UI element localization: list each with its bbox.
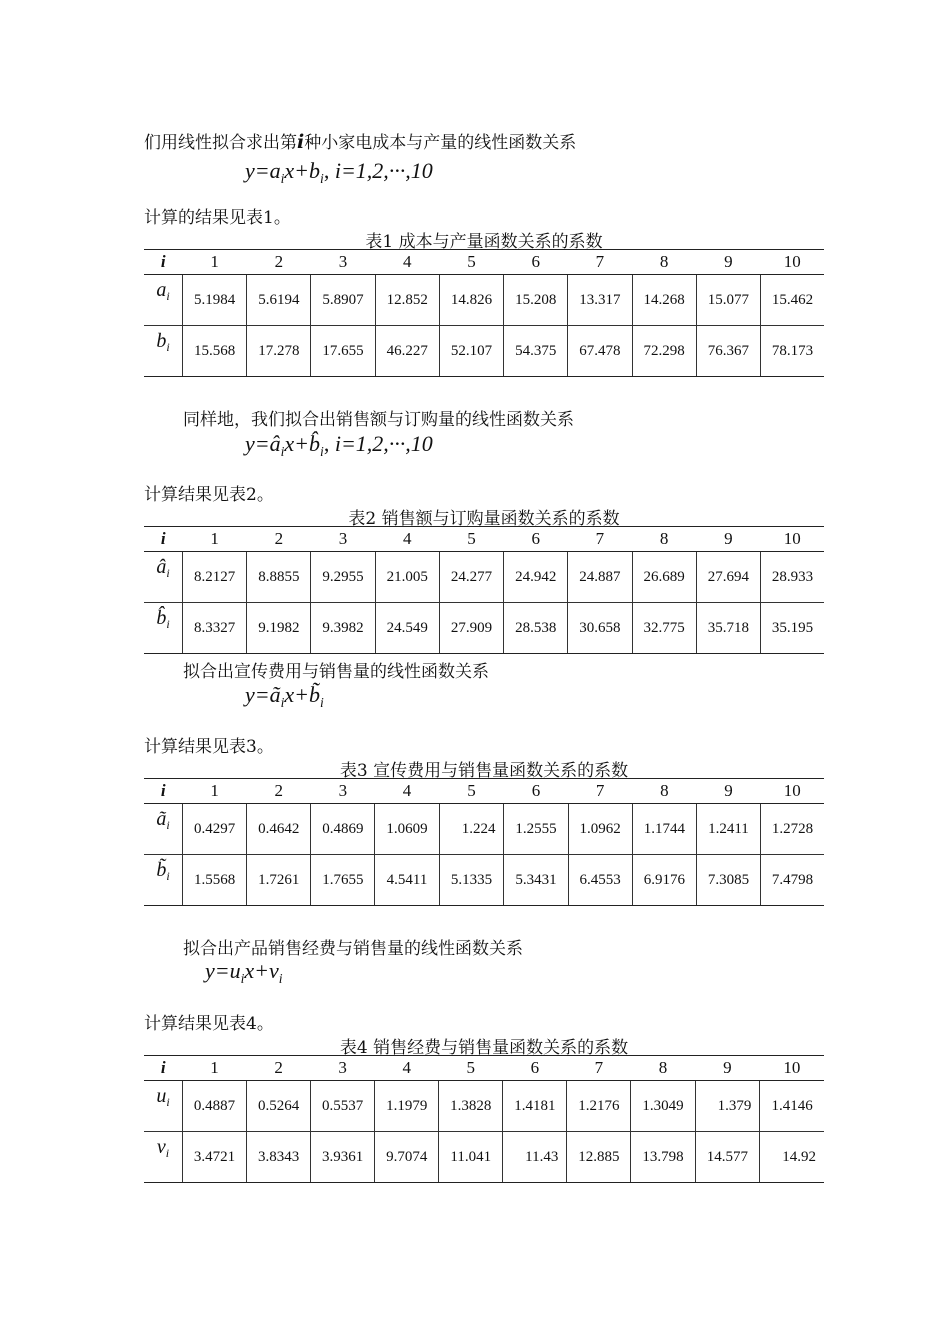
- table-cell: 15.208: [504, 275, 568, 326]
- table-cell: 6.9176: [632, 855, 696, 906]
- table-row: [144, 552, 824, 603]
- table-cell: 0.5264: [247, 1081, 311, 1132]
- table2-header: 4: [375, 527, 439, 552]
- table-cell: 30.658: [568, 603, 632, 654]
- table-cell: 1.2728: [761, 804, 824, 855]
- table1-caption: 表1 成本与产量函数关系的系数: [365, 232, 603, 252]
- formula4-sub2: i: [278, 970, 283, 986]
- table2-header: 10: [760, 527, 824, 552]
- table-cell: 6.4553: [568, 855, 632, 906]
- table-cell: 8.8855: [247, 552, 311, 603]
- table2-header: 9: [696, 527, 760, 552]
- table-cell: 27.694: [696, 552, 760, 603]
- table-cell: 5.1984: [183, 275, 247, 326]
- table4-header-label: i: [144, 1056, 183, 1081]
- table-cell: 1.2411: [696, 804, 760, 855]
- table2-header: 1: [183, 527, 247, 552]
- row-label-main: ã: [156, 808, 167, 830]
- table-cell: 67.478: [568, 326, 632, 377]
- table2-header: 7: [568, 527, 632, 552]
- formula4-sub1: i: [240, 970, 245, 986]
- table-cell: 9.2955: [311, 552, 375, 603]
- table-cell: 9.3982: [311, 603, 375, 654]
- paragraph-3: 拟合出宣传费用与销售量的线性函数关系: [183, 662, 489, 682]
- row-label-main: v: [156, 1136, 166, 1158]
- table-cell: 15.568: [183, 326, 247, 377]
- table4-header-row: [144, 1056, 824, 1081]
- table-cell: 4.5411: [375, 855, 439, 906]
- table-cell: 1.1979: [375, 1081, 439, 1132]
- formula2-sub2: i: [320, 443, 324, 459]
- table-cell: 1.2555: [504, 804, 568, 855]
- row-label-main: b̂: [156, 607, 167, 629]
- formula3-sub1: i: [280, 694, 285, 710]
- table-cell: 1.7261: [247, 855, 311, 906]
- table2-header: 8: [632, 527, 696, 552]
- paragraph-2: 同样地，我们拟合出销售额与订购量的线性函数关系: [183, 410, 574, 430]
- table1: [144, 249, 824, 377]
- table4-caption: 表4 销售经费与销售量函数关系的系数: [339, 1038, 629, 1058]
- table-row: [144, 1081, 824, 1132]
- table-cell: 46.227: [375, 326, 439, 377]
- table-cell: 14.826: [439, 275, 503, 326]
- table3-header: 2: [247, 779, 311, 804]
- table3-row-label-a-tilde: [144, 804, 183, 855]
- table3-header: 10: [761, 779, 824, 804]
- table3-header-label: i: [144, 779, 183, 804]
- table-cell: 5.1335: [439, 855, 504, 906]
- table-cell: 8.3327: [183, 603, 247, 654]
- table-cell: 0.4642: [247, 804, 311, 855]
- table3-header: 8: [632, 779, 696, 804]
- formula4-lhs: y=u: [205, 958, 241, 983]
- table1-header: 8: [632, 250, 696, 275]
- table-cell: 52.107: [439, 326, 503, 377]
- table4-header: 1: [183, 1056, 247, 1081]
- table3-header: 9: [696, 779, 760, 804]
- table-cell: 3.4721: [183, 1132, 247, 1183]
- table2-row-label-a-hat: [144, 552, 183, 603]
- result-text-2: 计算结果见表2。: [144, 485, 274, 505]
- formula2-mid: x+b̂: [284, 431, 321, 456]
- formula-sales-orders: [245, 431, 433, 460]
- table2-header: 2: [247, 527, 311, 552]
- table-cell: 1.4146: [760, 1081, 824, 1132]
- table1-header: 1: [183, 250, 247, 275]
- table2-header: 5: [439, 527, 503, 552]
- table-cell: 1.3049: [631, 1081, 695, 1132]
- table2-row-label-b-hat: [144, 603, 183, 654]
- paragraph-4: 拟合出产品销售经费与销售量的线性函数关系: [183, 939, 523, 959]
- table-cell: 28.538: [504, 603, 568, 654]
- intro-text-pre: 们用线性拟合求出第: [144, 133, 297, 153]
- table1-header: 5: [439, 250, 503, 275]
- table-cell: 1.224: [439, 804, 504, 855]
- table-cell: 14.92: [760, 1132, 824, 1183]
- formula-promo-sales: [245, 682, 324, 711]
- table-cell: 21.005: [375, 552, 439, 603]
- table2-caption: 表2 销售额与订购量函数关系的系数: [348, 509, 620, 529]
- table-cell: 5.8907: [311, 275, 375, 326]
- table-cell: 28.933: [760, 552, 824, 603]
- table-cell: 9.1982: [247, 603, 311, 654]
- table1-header: 7: [568, 250, 632, 275]
- result-text-4: 计算结果见表4。: [144, 1014, 274, 1034]
- formula1-mid: x+b: [284, 158, 321, 183]
- table-cell: 0.5537: [311, 1081, 375, 1132]
- table-cell: 9.7074: [375, 1132, 439, 1183]
- table-cell: 1.2176: [567, 1081, 631, 1132]
- table-row: [144, 1132, 824, 1183]
- row-label-sub: i: [166, 1095, 170, 1110]
- table-cell: 72.298: [632, 326, 696, 377]
- row-label-main: b̃: [156, 859, 167, 881]
- table-cell: 35.718: [696, 603, 760, 654]
- intro-var-i: i: [297, 131, 305, 153]
- table-cell: 24.277: [439, 552, 503, 603]
- formula3-sub2: i: [320, 694, 324, 710]
- row-label-main: b: [156, 330, 167, 352]
- row-label-main: â: [156, 556, 167, 578]
- table1-header-label: i: [144, 250, 183, 275]
- table-cell: 14.577: [695, 1132, 760, 1183]
- table3-header: 5: [439, 779, 504, 804]
- formula-cost-output: [245, 158, 433, 187]
- table1-row-label-b: [144, 326, 183, 377]
- table-row: [144, 603, 824, 654]
- formula2-sep: ,: [323, 431, 335, 456]
- table-cell: 1.0609: [375, 804, 439, 855]
- table-cell: 5.3431: [504, 855, 568, 906]
- table1-header: 9: [696, 250, 760, 275]
- table4-row-label-v: [144, 1132, 183, 1183]
- table4-header: 6: [503, 1056, 567, 1081]
- formula1-sub1: i: [280, 170, 285, 186]
- table-cell: 12.885: [567, 1132, 631, 1183]
- table-cell: 3.9361: [311, 1132, 375, 1183]
- table-cell: 78.173: [760, 326, 824, 377]
- table-cell: 17.655: [311, 326, 375, 377]
- formula-expense-sales: [205, 958, 283, 987]
- formula1-lhs: y=a: [245, 158, 281, 183]
- table3-header: 4: [375, 779, 439, 804]
- table-cell: 11.43: [503, 1132, 567, 1183]
- table-row: [144, 855, 824, 906]
- table-cell: 0.4887: [183, 1081, 247, 1132]
- formula1-sep: ,: [323, 158, 335, 183]
- table-cell: 26.689: [632, 552, 696, 603]
- table4-header: 4: [375, 1056, 439, 1081]
- table4-header: 9: [695, 1056, 760, 1081]
- table-cell: 13.798: [631, 1132, 695, 1183]
- table1-header: 2: [247, 250, 311, 275]
- table-cell: 24.942: [504, 552, 568, 603]
- table4-header: 8: [631, 1056, 695, 1081]
- table-cell: 1.5568: [183, 855, 247, 906]
- table1-header-row: [144, 250, 824, 275]
- table-cell: 11.041: [439, 1132, 503, 1183]
- formula4-mid: x+v: [244, 958, 279, 983]
- table-cell: 24.887: [568, 552, 632, 603]
- table3: [144, 778, 824, 906]
- table-row: [144, 804, 824, 855]
- formula2-lhs: y=â: [245, 431, 281, 456]
- table4-header: 10: [760, 1056, 824, 1081]
- table3-header: 3: [311, 779, 375, 804]
- table-cell: 5.6194: [247, 275, 311, 326]
- table-cell: 76.367: [696, 326, 760, 377]
- table-cell: 0.4869: [311, 804, 375, 855]
- table4: [144, 1055, 824, 1183]
- formula2-sub1: i: [280, 443, 285, 459]
- table-cell: 7.3085: [696, 855, 760, 906]
- row-label-main: a: [156, 279, 167, 301]
- formula2-range: i=1,2,···,10: [334, 431, 433, 456]
- table-cell: 0.4297: [183, 804, 247, 855]
- table3-row-label-b-tilde: [144, 855, 183, 906]
- table-cell: 1.4181: [503, 1081, 567, 1132]
- table4-header: 3: [311, 1056, 375, 1081]
- table-cell: 1.7655: [311, 855, 375, 906]
- table3-header: 7: [568, 779, 632, 804]
- table2-header: 3: [311, 527, 375, 552]
- row-label-sub: i: [166, 566, 170, 581]
- table-cell: 1.379: [695, 1081, 760, 1132]
- table1-header: 6: [504, 250, 568, 275]
- table-cell: 3.8343: [247, 1132, 311, 1183]
- table-cell: 12.852: [375, 275, 439, 326]
- table3-caption: 表3 宣传费用与销售量函数关系的系数: [339, 761, 629, 781]
- table-cell: 17.278: [247, 326, 311, 377]
- table4-header: 7: [567, 1056, 631, 1081]
- table3-header-row: [144, 779, 824, 804]
- table-cell: 13.317: [568, 275, 632, 326]
- table-cell: 14.268: [632, 275, 696, 326]
- table-cell: 24.549: [375, 603, 439, 654]
- table2-header-label: i: [144, 527, 183, 552]
- table-row: [144, 275, 824, 326]
- table-cell: 1.1744: [632, 804, 696, 855]
- table3-header: 6: [504, 779, 568, 804]
- table-cell: 8.2127: [183, 552, 247, 603]
- row-label-sub: i: [166, 617, 170, 632]
- row-label-sub: i: [166, 818, 170, 833]
- result-text-1: 计算的结果见表1。: [144, 208, 291, 228]
- row-label-sub: i: [166, 340, 170, 355]
- formula3-mid: x+b̃: [284, 682, 321, 707]
- formula1-range: i=1,2,···,10: [334, 158, 433, 183]
- table1-header: 4: [375, 250, 439, 275]
- table4-header: 2: [247, 1056, 311, 1081]
- table-cell: 15.462: [760, 275, 824, 326]
- table-cell: 1.3828: [439, 1081, 503, 1132]
- row-label-sub: i: [165, 1146, 170, 1161]
- formula3-lhs: y=ã: [245, 682, 281, 707]
- table1-header: 3: [311, 250, 375, 275]
- table-cell: 1.0962: [568, 804, 632, 855]
- table-cell: 54.375: [504, 326, 568, 377]
- result-text-3: 计算结果见表3。: [144, 737, 274, 757]
- table1-row-label-a: [144, 275, 183, 326]
- table2-header: 6: [504, 527, 568, 552]
- formula1-sub2: i: [320, 170, 324, 186]
- table4-row-label-u: [144, 1081, 183, 1132]
- intro-text-post: 种小家电成本与产量的线性函数关系: [304, 133, 577, 153]
- table-cell: 7.4798: [761, 855, 824, 906]
- table3-header: 1: [183, 779, 247, 804]
- table2: [144, 526, 824, 654]
- row-label-main: u: [156, 1085, 167, 1107]
- table-cell: 27.909: [439, 603, 503, 654]
- table-cell: 15.077: [696, 275, 760, 326]
- table-cell: 32.775: [632, 603, 696, 654]
- row-label-sub: i: [166, 289, 170, 304]
- intro-paragraph: [144, 128, 576, 153]
- table-cell: 35.195: [760, 603, 824, 654]
- row-label-sub: i: [166, 869, 170, 884]
- table4-header: 5: [439, 1056, 503, 1081]
- table2-header-row: [144, 527, 824, 552]
- table1-header: 10: [760, 250, 824, 275]
- table-row: [144, 326, 824, 377]
